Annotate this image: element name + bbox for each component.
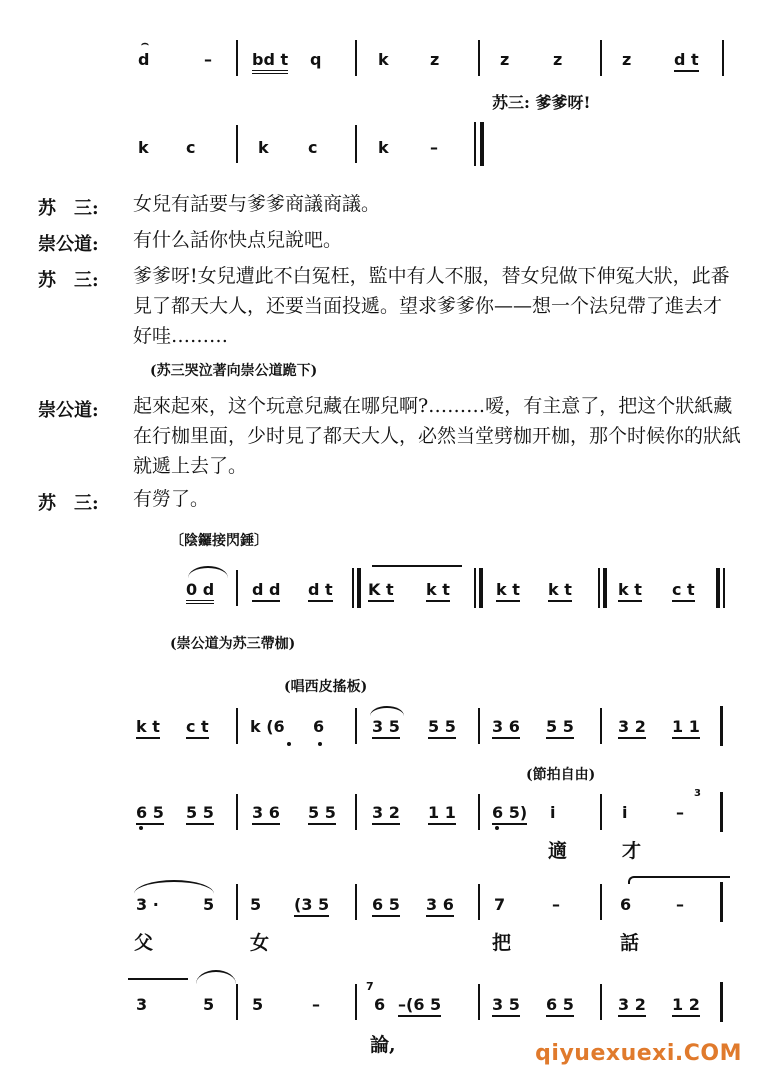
note-group: 3 6 (252, 803, 280, 825)
note: z (553, 50, 563, 69)
note: 5 (250, 895, 262, 914)
slur (134, 880, 214, 894)
note: c (308, 138, 318, 157)
speaker-label: 苏 三: (38, 493, 99, 514)
note-group: 6 5) (492, 803, 527, 825)
note-group: k t (136, 717, 160, 739)
note: z (500, 50, 510, 69)
barline (478, 40, 480, 76)
final-barline (480, 122, 484, 166)
note: 5 (203, 995, 215, 1014)
note: c (186, 138, 196, 157)
note-group: 3 2 (372, 803, 400, 825)
speaker-label: 崇公道: (38, 400, 99, 421)
barline (236, 708, 238, 744)
barline (600, 794, 602, 830)
grace-note: 3 (694, 788, 701, 799)
barline (600, 884, 602, 920)
low-octave-dot (318, 742, 322, 746)
note-group: k t (548, 580, 572, 602)
note-group: 3 2 (618, 995, 646, 1017)
note-group: 1 1 (672, 717, 700, 739)
barline (722, 40, 724, 76)
slur (188, 566, 228, 578)
note-high: i (622, 803, 628, 822)
note: k (378, 50, 389, 69)
site-watermark: qiyuexuexi.COM (535, 1041, 742, 1066)
note-group: 3 5 (372, 717, 400, 739)
note-group: 6 5 (372, 895, 400, 917)
note: 6 (620, 895, 632, 914)
note-group: k t (618, 580, 642, 602)
low-octave-dot (287, 742, 291, 746)
barline (720, 706, 723, 746)
note-group: 6 5 (546, 995, 574, 1017)
barline (355, 708, 357, 744)
barline (355, 984, 357, 1020)
note-group: 3 5 (492, 995, 520, 1017)
note-group: K t (368, 580, 394, 602)
dialogue-line: 有勞了。 (133, 488, 210, 510)
barline (355, 794, 357, 830)
note-group: 1 1 (428, 803, 456, 825)
lyric: 把 (492, 932, 512, 954)
repeat-barline (598, 568, 600, 608)
score-annotation: 苏三: 爹爹呀! (492, 93, 591, 112)
lyric: 父 (134, 932, 154, 954)
dialogue-line: 女兒有話要与爹爹商議商議。 (133, 193, 381, 215)
rest-dash: – (204, 50, 212, 69)
barline (236, 570, 238, 606)
barline (236, 794, 238, 830)
note: q (310, 50, 322, 69)
barline (478, 794, 480, 830)
barline (478, 884, 480, 920)
dialogue-line: 見了都天大人，还要当面投遞。望求爹爹你——想一个法兒帶了進去才 (133, 295, 723, 317)
barline (600, 984, 602, 1020)
note-group: 5 5 (546, 717, 574, 739)
repeat-barline (474, 568, 476, 608)
stage-direction: (苏三哭泣著向崇公道跪下) (150, 363, 318, 379)
note-group: 5 5 (308, 803, 336, 825)
repeat-barline (352, 568, 354, 608)
note-high: i (550, 803, 556, 822)
repeat-barline (479, 568, 483, 608)
percussion-label: 〔陰鑼接閃錘〕 (170, 533, 268, 549)
barline (600, 708, 602, 744)
slur (370, 706, 404, 716)
barline (236, 984, 238, 1020)
lyric: 女 (250, 932, 270, 954)
barline (355, 125, 357, 163)
grace-note: 7 (366, 980, 374, 993)
barline (600, 40, 602, 76)
note-group: (3 5 (294, 895, 329, 917)
barline (355, 884, 357, 920)
fermata-icon: ⌢ (141, 36, 149, 50)
barline (236, 884, 238, 920)
note: 3 · (136, 895, 159, 914)
note-group: 3 6 (492, 717, 520, 739)
dialogue-line: 爹爹呀!女兒遭此不白冤枉，監中有人不服，替女兒做下伸冤大狀，此番 (133, 265, 730, 287)
tremolo-line (372, 565, 462, 567)
low-octave-dot (139, 826, 143, 830)
note-group: –(6 5 (398, 995, 441, 1017)
note-group: 1 2 (672, 995, 700, 1017)
tempo-label: (唱西皮搖板) (284, 679, 368, 695)
repeat-barline (603, 568, 607, 608)
note-group: d t (674, 50, 699, 72)
barline (478, 708, 480, 744)
barline (720, 882, 723, 922)
note: 3 (136, 995, 148, 1014)
lyric: 才 (622, 840, 642, 862)
note: 5 (203, 895, 215, 914)
stage-direction: (崇公道为苏三帶枷) (170, 636, 296, 652)
note: z (622, 50, 632, 69)
rest-dash: – (312, 995, 320, 1014)
rest-dash: – (676, 895, 684, 914)
barline (478, 984, 480, 1020)
note-d-fermata: d (138, 50, 150, 69)
slur (196, 970, 236, 984)
dialogue-line: 有什么話你快点兒說吧。 (133, 229, 343, 251)
note-group: bd t (252, 50, 288, 74)
note: k (138, 138, 149, 157)
barline (474, 122, 476, 166)
note-group: d t (308, 580, 333, 602)
note: k (258, 138, 269, 157)
lyric: 論, (370, 1034, 396, 1056)
tie-line (128, 978, 188, 980)
lyric: 話 (620, 932, 640, 954)
note-group: c t (672, 580, 695, 602)
note: 7 (494, 895, 506, 914)
rest-dash: – (676, 803, 684, 822)
note-group: 0 d (186, 580, 214, 604)
note-group: 3 6 (426, 895, 454, 917)
barline (236, 40, 238, 76)
low-octave-dot (495, 826, 499, 830)
barline (236, 125, 238, 163)
note-group: k t (426, 580, 450, 602)
repeat-barline (357, 568, 361, 608)
tie-line (628, 876, 730, 884)
note: 6 (374, 995, 386, 1014)
note-group: k t (496, 580, 520, 602)
dialogue-line: 起來起來，这个玩意兒藏在哪兒啊?………嗳，有主意了，把这个狀紙藏 (133, 395, 733, 417)
note-group: k (6 (250, 717, 285, 736)
note: z (430, 50, 440, 69)
speaker-label: 崇公道: (38, 234, 99, 255)
note-group: 5 5 (428, 717, 456, 739)
note-group: c t (186, 717, 209, 739)
repeat-barline (723, 568, 725, 608)
note-group: 5 5 (186, 803, 214, 825)
rest-dash: – (552, 895, 560, 914)
note: 6 (313, 717, 325, 736)
speaker-label: 苏 三: (38, 198, 99, 219)
dialogue-line: 好哇……… (133, 325, 229, 347)
dialogue-line: 在行枷里面，少时見了都天大人，必然当堂劈枷开枷，那个时候你的狀紙 (133, 425, 742, 447)
barline (720, 982, 723, 1022)
lyric: 適 (548, 840, 568, 862)
barline (720, 792, 723, 832)
rest-dash: – (430, 138, 438, 157)
note-group: d d (252, 580, 280, 602)
barline (355, 40, 357, 76)
free-meter-label: (節拍自由) (526, 767, 596, 783)
dialogue-line: 就遞上去了。 (133, 455, 248, 477)
note-group: 6 5 (136, 803, 164, 825)
note-group: 3 2 (618, 717, 646, 739)
note: k (378, 138, 389, 157)
speaker-label: 苏 三: (38, 270, 99, 291)
repeat-barline (716, 568, 720, 608)
note: 5 (252, 995, 264, 1014)
